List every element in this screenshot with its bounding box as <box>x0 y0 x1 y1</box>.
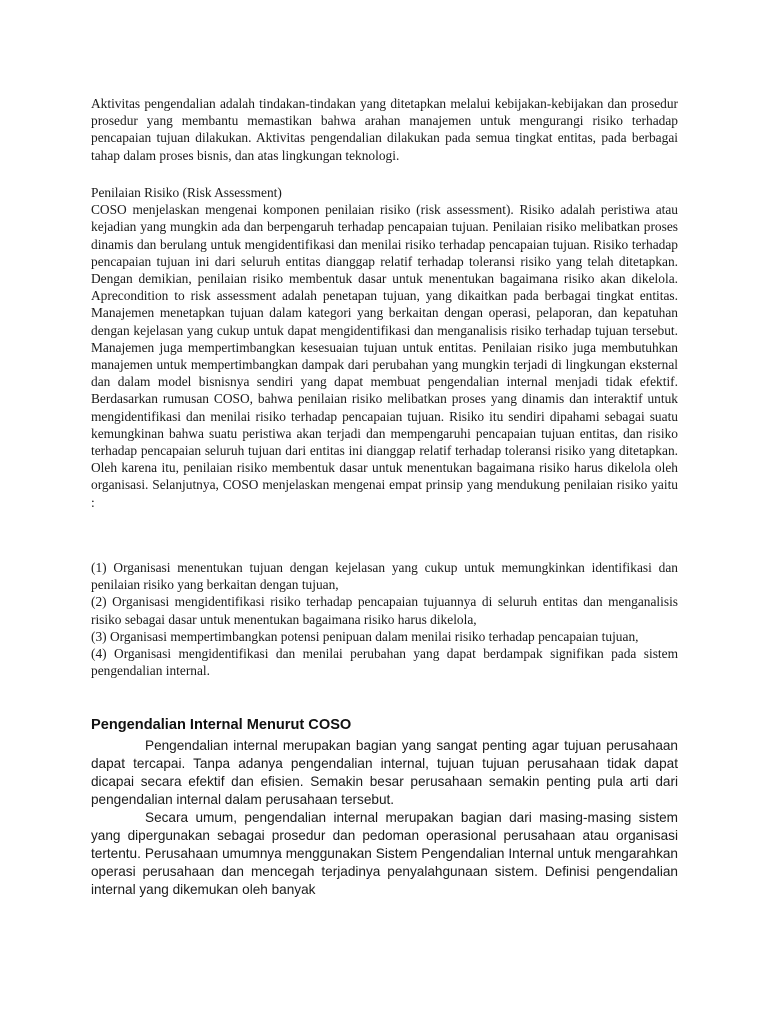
list-item: (3) Organisasi mempertimbangkan potensi penipuan dalam menilai risiko terhadap pencapaian tujuan, <box>91 628 639 644</box>
risk-assessment-body: COSO menjelaskan mengenai komponen penilaian risiko (risk assessment). Risiko adalah peristiwa atau kejadian yang mungkin ada dan berpengaruh terhadap pencapaian tujuan. Penilaian risiko melibatkan proses dinamis dan berulang untuk mengidentifikasi dan menilai risiko terhadap pencapaian tujuan. Risiko terhadap pencapaian tujuan ini dari seluruh entitas dianggap relatif terhadap toleransi risiko yang telah ditetapkan. Dengan demikian, penilaian risiko membentuk dasar untuk menentukan bagaimana risiko akan dikelola. Aprecondition to risk assessment adalah penetapan tujuan, yang dikaitkan pada berbagai tingkat entitas. Manajemen menetapkan tujuan dalam kategori yang berkaitan dengan operasi, pelaporan, dan kepatuhan dengan kejelasan yang cukup untuk dapat mengidentifikasi dan menganalisis risiko terhadap tujuan tersebut. Manajemen juga mempertimbangkan kesesuaian tujuan untuk entitas. Penilaian risiko juga membutuhkan manajemen untuk mempertimbangkan dampak dari perubahan yang mungkin terjadi di lingkungan eksternal dan dalam model bisnisnya sendiri yang dapat membuat pengendalian internal menjadi tidak efektif. Berdasarkan rumusan COSO, bahwa penilaian risiko melibatkan proses yang dinamis dan interaktif untuk mengidentifikasi dan menilai risiko terhadap pencapaian tujuan. Risiko itu sendiri dipahami sebagai suatu kemungkinan bahwa suatu peristiwa akan terjadi dan mempengaruhi pencapaian tujuan entitas, dan risiko terhadap pencapaian seluruh tujuan dari entitas ini dianggap relatif terhadap toleransi risiko yang ditetapkan. Oleh karena itu, penilaian risiko membentuk dasar untuk menentukan bagaimana risiko harus dikelola oleh organisasi. Selanjutnya, COSO menjelaskan mengenai empat prinsip yang mendukung penilaian risiko yaitu : <box>91 202 678 510</box>
list-item: (2) Organisasi mengidentifikasi risiko terhadap pencapaian tujuannya di seluruh entitas dan menganalisis risiko sebagai dasar untuk menentukan bagaimana risiko harus dikelola, <box>91 594 678 627</box>
paragraph-control-activities: Aktivitas pengendalian adalah tindakan-tindakan yang ditetapkan melalui kebijakan-kebijakan dan prosedur prosedur yang membantu memastikan bahwa arahan manajemen untuk mengurangi risiko terhadap pencapaian tujuan dilakukan. Aktivitas pengendalian dilakukan pada semua tingkat entitas, pada berbagai tahap dalam proses bisnis, dan atas lingkungan teknologi. <box>91 96 678 163</box>
principles-list <box>91 559 678 679</box>
list-item: (4) Organisasi mengidentifikasi dan menilai perubahan yang dapat berdampak signifikan pada sistem pengendalian internal. <box>91 646 678 679</box>
section-heading: Pengendalian Internal Menurut COSO <box>91 717 352 733</box>
risk-assessment-section <box>91 184 678 511</box>
list-item: (1) Organisasi menentukan tujuan dengan kejelasan yang cukup untuk memungkinkan identifikasi dan penilaian risiko yang berkaitan dengan tujuan, <box>91 560 678 593</box>
paragraph-internal-control-definition: Secara umum, pengendalian internal merupakan bagian dari masing-masing sistem yang dipergunakan sebagai prosedur dan pedoman operasional perusahaan atau organisasi tertentu. Perusahaan umumnya menggunakan Sistem Pengendalian Internal untuk mengarahkan operasi perusahaan dan mencegah terjadinya penyalahgunaan sistem. Definisi pengendalian internal yang dikemukan oleh banyak <box>91 810 678 898</box>
paragraph-internal-control-importance: Pengendalian internal merupakan bagian yang sangat penting agar tujuan perusahaan dapat tercapai. Tanpa adanya pengendalian internal, tujuan tujuan perusahaan tidak dapat dicapai secara efektif dan efisien. Semakin besar perusahaan semakin penting pula arti dari pengendalian internal dalam perusahaan tersebut. <box>91 738 678 808</box>
risk-assessment-title: Penilaian Risiko (Risk Assessment) <box>91 185 282 200</box>
